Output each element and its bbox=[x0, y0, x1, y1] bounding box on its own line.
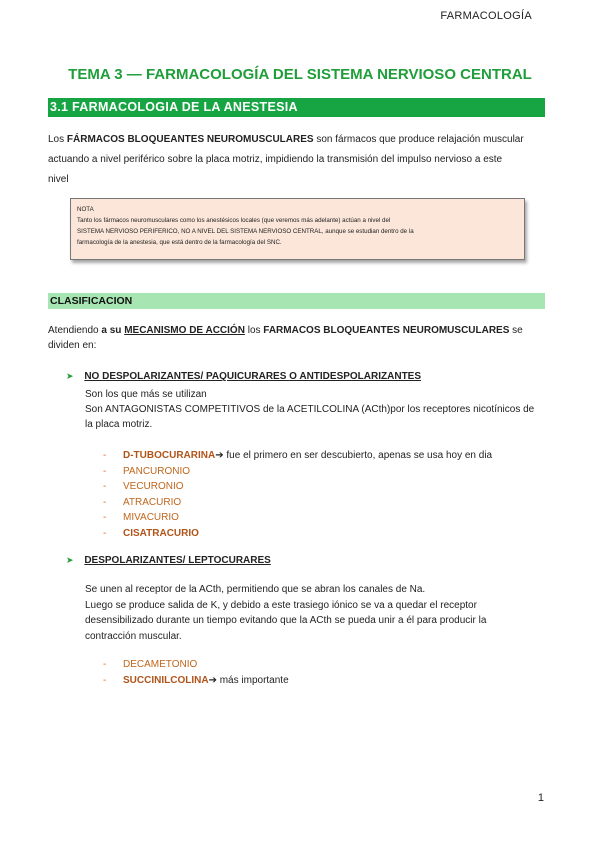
drug-name: VECURONIO bbox=[123, 481, 184, 492]
dash-bullet: - bbox=[103, 512, 107, 523]
drug-name: D-TUBOCURARINA bbox=[123, 450, 216, 461]
section-heading: 3.1 FARMACOLOGIA DE LA ANESTESIA bbox=[48, 98, 545, 117]
list-item bbox=[103, 448, 543, 464]
list-item bbox=[103, 526, 543, 542]
drug-note: fue el primero en ser descubierto, apenas se usa hoy en dia bbox=[223, 450, 493, 461]
note-box bbox=[70, 198, 525, 260]
list-item bbox=[103, 495, 543, 511]
intro-line3: nivel bbox=[48, 174, 69, 185]
intro-line1-rest: son fármacos que produce relajación muscular bbox=[313, 134, 524, 145]
note-line1: Tanto los fármacos neuromusculares como los anestésicos locales (que veremos más adelante) actúan a nivel del bbox=[77, 217, 391, 224]
group1-drug-list bbox=[103, 448, 543, 541]
arrow-bullet-icon: ➤ bbox=[66, 371, 74, 381]
drug-note: más importante bbox=[216, 674, 289, 686]
list-item bbox=[103, 510, 543, 526]
arrow-right-icon: ➔ bbox=[208, 674, 217, 686]
group2-line2: Luego se produce salida de K, y debido a este trasiego iónico se va a quedar el receptor bbox=[85, 599, 477, 611]
intro-prefix: Los bbox=[48, 134, 67, 145]
mechanism-underlined: MECANISMO DE ACCIÓN bbox=[124, 325, 245, 336]
intro-line2: actuando a nivel periférico sobre la placa motriz, impidiendo la transmisión del impulso nervioso a este bbox=[48, 154, 503, 165]
drug-name: CISATRACURIO bbox=[123, 527, 199, 539]
list-item bbox=[103, 657, 543, 673]
running-header: FARMACOLOGÍA bbox=[440, 10, 532, 22]
mechanism-bold1: a su bbox=[101, 325, 125, 336]
arrow-right-icon: ➔ bbox=[215, 450, 224, 461]
drug-name: DECAMETONIO bbox=[123, 659, 198, 670]
group2-description bbox=[85, 582, 545, 644]
mechanism-bold2: FARMACOS BLOQUEANTES NEUROMUSCULARES bbox=[263, 325, 510, 336]
drug-name: PANCURONIO bbox=[123, 465, 191, 477]
intro-bold-term: FÁRMACOS BLOQUEANTES NEUROMUSCULARES bbox=[66, 134, 314, 145]
list-item bbox=[103, 673, 543, 689]
dash-bullet: - bbox=[103, 674, 107, 686]
mechanism-paragraph bbox=[48, 324, 548, 353]
arrow-bullet-icon: ➤ bbox=[66, 555, 74, 565]
page-number: 1 bbox=[537, 792, 544, 804]
group1-heading bbox=[66, 371, 421, 382]
clasificacion-heading: CLASIFICACION bbox=[48, 293, 545, 309]
group2-line4: contracción muscular. bbox=[85, 630, 182, 642]
note-line2: SISTEMA NERVIOSO PERIFERICO, NO A NIVEL DEL SISTEMA NERVIOSO CENTRAL, aunque se estudian dentro de la bbox=[77, 228, 414, 235]
group1-line2: Son ANTAGONISTAS COMPETITIVOS de la ACETILCOLINA (ACth)por los receptores nicotínicos de bbox=[85, 404, 535, 415]
list-item bbox=[103, 479, 543, 495]
dash-bullet: - bbox=[103, 496, 107, 508]
group2-title: DESPOLARIZANTES/ LEPTOCURARES bbox=[84, 555, 271, 566]
dash-bullet: - bbox=[103, 527, 107, 539]
group1-line3: la placa motriz. bbox=[85, 419, 153, 430]
mechanism-suffix: se bbox=[509, 325, 523, 336]
page-title: TEMA 3 — FARMACOLOGÍA DEL SISTEMA NERVIOSO CENTRAL bbox=[68, 66, 532, 83]
note-line3: farmacología de la anestesia, que está dentro de la farmacología del SNC. bbox=[77, 239, 282, 246]
drug-name: SUCCINILCOLINA bbox=[123, 674, 209, 686]
mechanism-mid: los bbox=[244, 325, 264, 336]
group2-line1: Se unen al receptor de la ACth, permitiendo que se abran los canales de Na. bbox=[85, 584, 426, 595]
dash-bullet: - bbox=[103, 450, 107, 461]
note-label: NOTA bbox=[77, 206, 94, 213]
group2-drug-list bbox=[103, 657, 543, 688]
group1-description bbox=[85, 387, 547, 432]
dash-bullet: - bbox=[103, 481, 107, 492]
group2-line3: desensibilizado durante un tiempo evitando que la ACth se pueda unir a él para producir la bbox=[85, 615, 487, 626]
dash-bullet: - bbox=[103, 465, 107, 477]
mechanism-line2: dividen en: bbox=[48, 339, 97, 351]
drug-name: MIVACURIO bbox=[123, 512, 179, 523]
drug-name: ATRACURIO bbox=[123, 496, 182, 508]
list-item bbox=[103, 464, 543, 480]
mechanism-prefix: Atendiendo bbox=[48, 325, 102, 336]
group1-title: NO DESPOLARIZANTES/ PAQUICURARES O ANTIDESPOLARIZANTES bbox=[84, 371, 422, 382]
intro-paragraph bbox=[48, 130, 548, 190]
dash-bullet: - bbox=[103, 659, 107, 670]
group2-heading bbox=[66, 555, 271, 566]
group1-line1: Son los que más se utilizan bbox=[85, 389, 207, 400]
